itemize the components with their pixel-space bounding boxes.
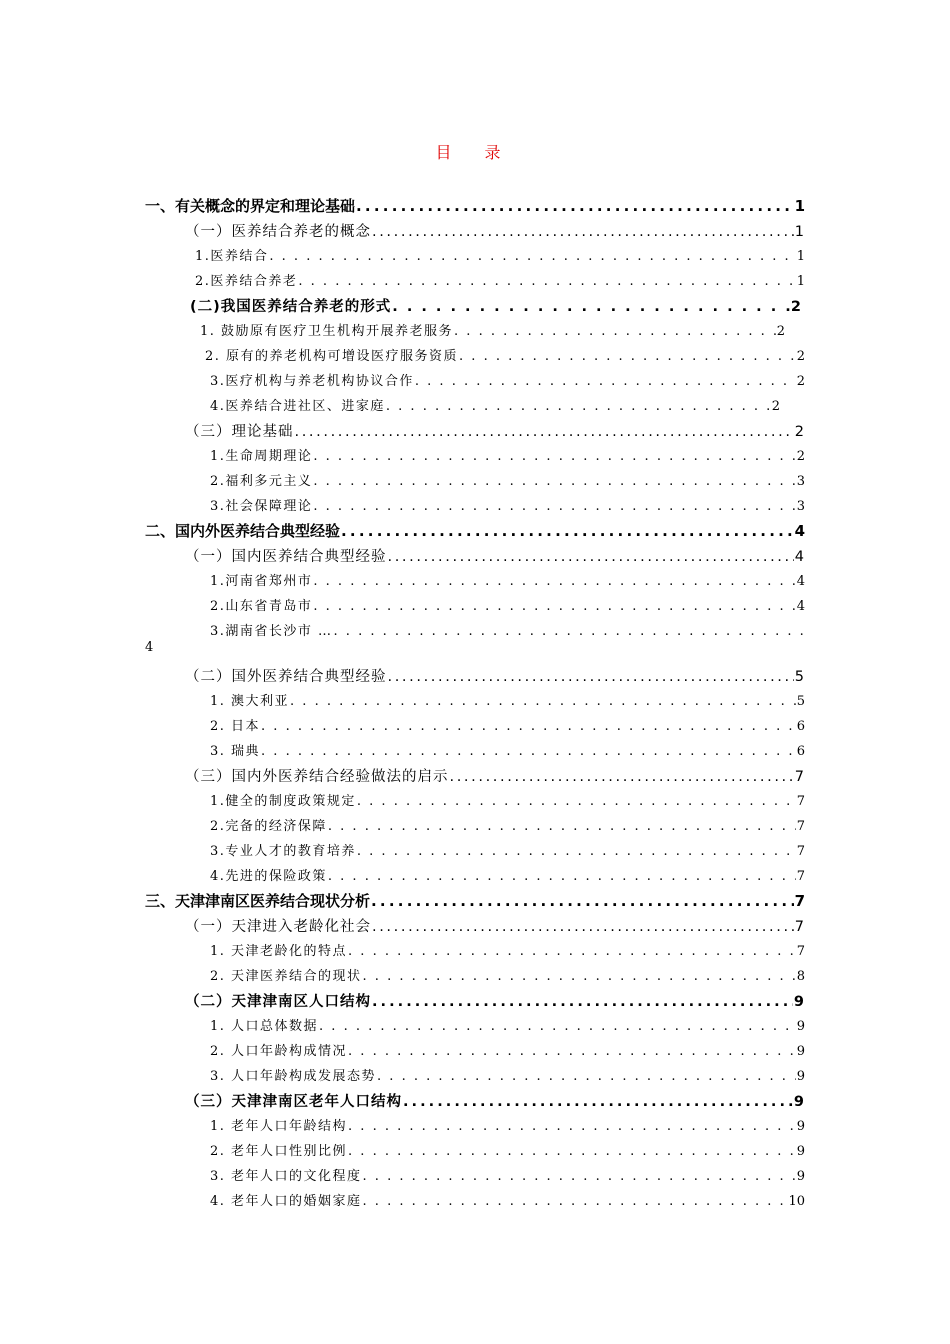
toc-page-number: 4 [794,549,805,565]
toc-page-number: 9 [796,1119,805,1134]
toc-entry[interactable] [210,1065,805,1087]
toc-leader [334,624,804,639]
toc-entry[interactable] [210,495,805,517]
toc-entry-text: 2. 人口年龄构成情况 [210,1044,348,1059]
toc-leader [403,1094,793,1110]
toc-entry-text: 1. 鼓励原有医疗卫生机构开展养老服务 [200,324,454,339]
toc-page-number: 4 [796,574,805,589]
toc-leader [372,994,793,1010]
toc-page-number: 7 [796,944,805,959]
toc-leader [357,794,796,809]
toc-entry-text: 2.完备的经济保障 [210,819,327,834]
toc-entry-text: 3.专业人才的教育培养 [210,844,356,859]
toc-page-number: 2 [794,424,805,440]
toc-entry-text: 3. 人口年龄构成发展态势 [210,1069,377,1084]
toc-page-number: 6 [796,719,805,734]
toc-page-number: 3 [796,474,805,489]
toc-entry[interactable] [210,790,805,812]
toc-entry-text: (二)我国医养结合养老的形式 [190,299,392,315]
toc-entry[interactable] [145,520,805,542]
toc-entry[interactable] [185,220,805,242]
toc-leader [388,549,794,565]
toc-entry[interactable] [210,570,805,592]
toc-entry[interactable] [210,715,805,737]
toc-entry-text: （一）天津进入老龄化社会 [185,919,371,935]
toc-entry[interactable] [185,1090,805,1112]
toc-entry[interactable] [210,865,805,887]
toc-leader [454,324,776,339]
toc-entry[interactable] [210,1115,805,1137]
toc-leader [363,969,796,984]
toc-entry[interactable] [210,370,805,392]
toc-entry-text: 4.医养结合进社区、进家庭 [210,399,385,414]
toc-leader [313,449,795,464]
toc-leader [348,944,796,959]
toc-page-number: 9 [793,1094,805,1110]
toc-page-number: 2 [796,374,805,389]
toc-page-number: 7 [794,919,805,935]
toc-entry-text: 2.福利多元主义 [210,474,313,489]
toc-entry[interactable] [210,740,805,762]
toc-leader [313,474,795,489]
toc-entry-text: 1.河南省郑州市 [210,574,313,589]
toc-leader [363,1169,796,1184]
toc-entry[interactable] [210,620,805,642]
toc-leader [319,1019,796,1034]
toc-leader [261,719,796,734]
toc-leader [341,522,794,540]
toc-entry-text: （三）天津津南区老年人口结构 [185,1094,402,1110]
toc-entry[interactable] [210,815,805,837]
toc-entry-text: 4. 老年人口的婚姻家庭 [210,1194,362,1209]
toc-page-number: 9 [793,994,805,1010]
toc-leader [328,819,796,834]
toc-page-number: 2 [796,349,805,364]
toc-page-number: 8 [796,969,805,984]
toc-leader [313,599,795,614]
toc-page-number: 2 [776,324,785,339]
toc-entry[interactable] [210,1040,805,1062]
toc-leader [386,399,771,414]
toc-page-number: 9 [796,1169,805,1184]
toc-entry-text: 二、国内外医养结合典型经验 [145,522,341,540]
toc-entry-text: 一、有关概念的界定和理论基础 [145,197,356,215]
toc-entry[interactable] [200,320,785,342]
toc-entry-text: 2.医养结合养老 [195,274,298,289]
toc-page-number: 7 [796,844,805,859]
toc-entry-text: 2. 老年人口性别比例 [210,1144,348,1159]
toc-entry[interactable] [210,1165,805,1187]
toc-leader [450,769,794,785]
toc-entry[interactable] [145,890,805,912]
toc-leader [371,892,794,910]
toc-entry-text: 3.社会保障理论 [210,499,313,514]
toc-entry-text: 1. 澳大利亚 [210,694,290,709]
toc-entry[interactable] [190,295,802,317]
toc-entry-text: 1.生命周期理论 [210,449,313,464]
toc-page-number: 9 [796,1019,805,1034]
toc-page-number: 10 [788,1194,805,1209]
toc-leader [415,374,796,389]
toc-entry-text: （三）国内外医养结合经验做法的启示 [185,769,449,785]
toc-leader [269,249,795,264]
toc-entry-text: （三）理论基础 [185,424,294,440]
toc-entry-text: 1. 人口总体数据 [210,1019,319,1034]
toc-entry[interactable] [210,1015,805,1037]
toc-entry[interactable] [210,395,780,417]
toc-entry[interactable] [185,915,805,937]
toc-leader [348,1119,796,1134]
toc-leader [348,1144,796,1159]
toc-entry-text: 3.湖南省长沙市 … [210,624,333,639]
toc-entry-text: 2. 日本 [210,719,261,734]
toc-page-number: 2 [771,399,780,414]
toc-entry-text: （二）天津津南区人口结构 [185,994,371,1010]
toc-entry-text: 3. 老年人口的文化程度 [210,1169,362,1184]
toc-entry[interactable] [210,1190,805,1212]
toc-entry-text: 3.医疗机构与养老机构协议合作 [210,374,414,389]
toc-page-number-wrapped: 4 [145,640,154,655]
toc-entry[interactable] [195,270,805,292]
toc-entry-text: （二）国外医养结合典型经验 [185,669,387,685]
toc-entry-text: 3. 瑞典 [210,744,261,759]
toc-entry[interactable] [205,345,805,367]
toc-entry-text: 1.健全的制度政策规定 [210,794,356,809]
toc-leader [363,1194,788,1209]
toc-entry[interactable] [210,840,805,862]
toc-page-number: 4 [796,599,805,614]
toc-title: 目 录 [435,143,515,162]
toc-entry[interactable] [210,1140,805,1162]
toc-leader [459,349,796,364]
toc-entry[interactable] [210,690,805,712]
toc-entry[interactable] [210,595,805,617]
toc-page-number: 7 [796,869,805,884]
toc-leader [261,744,796,759]
toc-entry-text: （一）医养结合养老的概念 [185,224,371,240]
toc-entry[interactable] [185,765,805,787]
toc-leader [392,299,790,315]
toc-entry[interactable] [210,470,805,492]
toc-entry-text: 三、天津津南区医养结合现状分析 [145,892,371,910]
toc-page-number: 5 [794,669,805,685]
toc-page-number: 7 [794,892,805,910]
toc-leader [372,224,794,240]
toc-page-number: 9 [796,1069,805,1084]
toc-leader [328,869,796,884]
toc-entry-text: 2. 天津医养结合的现状 [210,969,362,984]
toc-entry-text: 1. 天津老龄化的特点 [210,944,348,959]
toc-page-number: 9 [796,1144,805,1159]
toc-entry-text: （一）国内医养结合典型经验 [185,549,387,565]
toc-leader [357,844,796,859]
toc-page-number: 7 [796,794,805,809]
toc-page-number: 2 [796,449,805,464]
toc-entry-text: 4.先进的保险政策 [210,869,327,884]
toc-page-number: 7 [796,819,805,834]
toc-entry[interactable] [145,195,805,217]
toc-leader [313,499,795,514]
toc-entry[interactable] [210,965,805,987]
toc-leader [313,574,795,589]
toc-entry-text: 1. 老年人口年龄结构 [210,1119,348,1134]
toc-leader [348,1044,796,1059]
toc-page-number: 1 [794,197,805,215]
toc-leader [298,274,795,289]
toc-page-number: 2 [790,299,802,315]
toc-leader [388,669,794,685]
toc-page-number: 3 [796,499,805,514]
toc-leader [356,197,794,215]
toc-page-number: 7 [794,769,805,785]
toc-entry-text: 2. 原有的养老机构可增设医疗服务资质 [205,349,459,364]
toc-leader [377,1069,796,1084]
toc-entry[interactable] [210,940,805,962]
toc-leader [290,694,796,709]
toc-entry[interactable] [185,990,805,1012]
toc-leader [295,424,794,440]
toc-entry[interactable] [195,245,805,267]
toc-entry-text: 2.山东省青岛市 [210,599,313,614]
toc-page-number: 1 [796,274,805,289]
toc-entry[interactable] [210,445,805,467]
toc-entry[interactable] [185,420,805,442]
toc-entry[interactable] [185,545,805,567]
toc-entry[interactable] [185,665,805,687]
toc-leader [372,919,794,935]
toc-entry-text: 1.医养结合 [195,249,269,264]
toc-page-number: 1 [794,224,805,240]
toc-page-number: 5 [796,694,805,709]
toc-page-number: 6 [796,744,805,759]
toc-page-number: 4 [794,522,805,540]
toc-page-number: 9 [796,1044,805,1059]
toc-page-number: 1 [796,249,805,264]
